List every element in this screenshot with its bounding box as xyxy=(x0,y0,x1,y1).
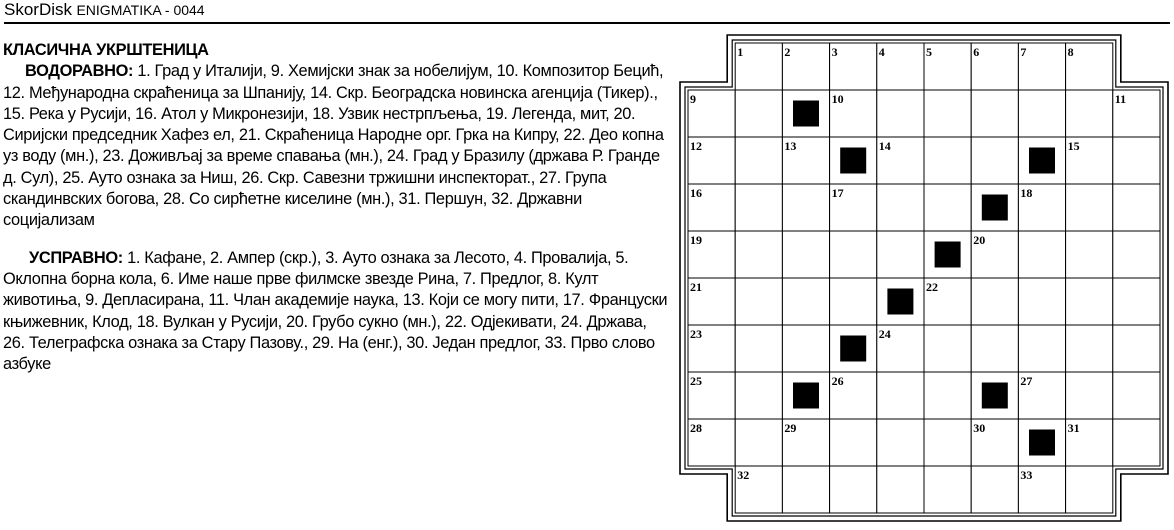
grid-cell[interactable] xyxy=(877,372,924,419)
black-square xyxy=(793,383,819,409)
clue-number: 32 xyxy=(737,468,750,482)
grid-cell[interactable] xyxy=(924,466,971,513)
grid-cell[interactable] xyxy=(971,90,1018,137)
clue-number: 1 xyxy=(737,45,744,59)
clue-number: 27 xyxy=(1020,374,1033,388)
grid-cell[interactable] xyxy=(782,278,829,325)
clue-number: 10 xyxy=(831,92,844,106)
grid-cell[interactable] xyxy=(924,137,971,184)
puzzle-title: КЛАСИЧНА УКРШТЕНИЦА xyxy=(3,41,209,59)
clue-number: 14 xyxy=(878,139,891,153)
grid-cell[interactable] xyxy=(1113,184,1160,231)
clue-number: 6 xyxy=(973,45,980,59)
grid-cell[interactable] xyxy=(1066,231,1113,278)
grid-cell[interactable] xyxy=(782,325,829,372)
clue-number: 16 xyxy=(690,186,702,200)
grid-cell[interactable] xyxy=(1113,231,1160,278)
grid-cell[interactable] xyxy=(1113,419,1160,466)
clue-number: 25 xyxy=(690,374,702,388)
grid-cell[interactable] xyxy=(1066,90,1113,137)
clue-number: 13 xyxy=(784,139,797,153)
grid-cell[interactable] xyxy=(735,231,782,278)
clue-number: 4 xyxy=(878,45,885,59)
grid-cell[interactable] xyxy=(1113,278,1160,325)
grid-cell[interactable] xyxy=(924,372,971,419)
grid-cell[interactable] xyxy=(971,137,1018,184)
clue-number: 22 xyxy=(926,280,938,294)
clue-number: 19 xyxy=(690,233,702,247)
clue-number: 28 xyxy=(690,421,702,435)
grid-cell[interactable] xyxy=(1018,278,1065,325)
clue-number: 26 xyxy=(831,374,844,388)
grid-cell[interactable] xyxy=(1018,325,1065,372)
black-square xyxy=(840,336,866,362)
clue-number: 2 xyxy=(784,45,791,59)
black-square xyxy=(887,289,913,315)
grid-cell[interactable] xyxy=(877,231,924,278)
grid-cell[interactable] xyxy=(735,419,782,466)
grid-cell[interactable] xyxy=(830,419,877,466)
grid-cell[interactable] xyxy=(1018,90,1065,137)
clue-number: 30 xyxy=(973,421,986,435)
grid-cell[interactable] xyxy=(830,278,877,325)
black-square xyxy=(1029,148,1055,174)
grid-cell[interactable] xyxy=(735,278,782,325)
across-clue-text: 1. Град у Италији, 9. Хемијски знак за нобелијум, 10. Композитор Бецић, 12. Међународна скраћеница за Шпанију, 14. Скр. Београдска новинска агенција (Тикер)., 15. Река у Русији, 16. Атол у Микронезији, 18. Узвик нестрпљења, 19. Легенда, мит, 20. Сиријски председник Хафез ел, 21. Скраћеница Народне орг. Грка на Кипру, 22. Део копна уз воду (мн.), 23. Доживљај за време спавања (мн.), 24. Град у Бразилу (држава Р. Гранде д. Сул), 25. Ауто ознака за Ниш, 26. Скр. Савезни тржишни инспекторат., 27. Група скандинвских богова, 28. Со сирћетне киселине (мн.), 31. Першун, 32. Државни социјализам xyxy=(3,62,664,230)
grid-cell[interactable] xyxy=(735,325,782,372)
clue-number: 24 xyxy=(878,327,891,341)
down-heading: УСПРАВНО: xyxy=(29,248,123,267)
grid-cell[interactable] xyxy=(924,90,971,137)
grid-cell[interactable] xyxy=(830,231,877,278)
grid-cell[interactable] xyxy=(782,466,829,513)
grid-cell[interactable] xyxy=(924,325,971,372)
grid-cell[interactable] xyxy=(1113,137,1160,184)
clue-number: 8 xyxy=(1067,45,1074,59)
clue-number: 11 xyxy=(1114,92,1127,106)
grid-cell[interactable] xyxy=(924,184,971,231)
grid-cell[interactable] xyxy=(1113,372,1160,419)
across-heading: ВОДОРАВНО: xyxy=(25,62,134,81)
clue-number: 3 xyxy=(831,45,838,59)
clue-number: 17 xyxy=(831,186,844,200)
grid-cell[interactable] xyxy=(1066,325,1113,372)
clue-number: 5 xyxy=(926,45,932,59)
grid-cell[interactable] xyxy=(877,90,924,137)
grid-cell[interactable] xyxy=(877,184,924,231)
grid-cell[interactable] xyxy=(1066,466,1113,513)
black-square xyxy=(1029,430,1055,456)
grid-cell[interactable] xyxy=(877,466,924,513)
black-square xyxy=(935,242,961,268)
clue-number: 33 xyxy=(1020,468,1033,482)
grid-cell[interactable] xyxy=(877,419,924,466)
clue-number: 15 xyxy=(1067,139,1080,153)
grid-cell[interactable] xyxy=(1066,278,1113,325)
clue-number: 29 xyxy=(784,421,797,435)
clue-number: 9 xyxy=(690,92,696,106)
clue-number: 7 xyxy=(1020,45,1027,59)
black-square xyxy=(793,101,819,127)
grid-cell[interactable] xyxy=(1066,184,1113,231)
grid-cell[interactable] xyxy=(1113,325,1160,372)
grid-cell[interactable] xyxy=(971,325,1018,372)
clue-number: 20 xyxy=(973,233,986,247)
grid-cell[interactable] xyxy=(735,90,782,137)
grid-cell[interactable] xyxy=(735,137,782,184)
black-square xyxy=(982,195,1008,221)
clue-number: 23 xyxy=(690,327,702,341)
grid-cell[interactable] xyxy=(735,184,782,231)
grid-cell[interactable] xyxy=(830,466,877,513)
grid-cell[interactable] xyxy=(971,278,1018,325)
series-label: ENIGMATIKA - 0044 xyxy=(76,2,205,18)
grid-cell[interactable] xyxy=(782,184,829,231)
grid-cell[interactable] xyxy=(924,419,971,466)
grid-cell[interactable] xyxy=(782,231,829,278)
clue-number: 21 xyxy=(690,280,702,294)
grid-cell[interactable] xyxy=(1018,231,1065,278)
down-clue-text: 1. Кафане, 2. Ампер (скр.), 3. Ауто ознака за Лесото, 4. Провалија, 5. Оклопна борна кола, 6. Име наше прве филмске звезде Рина, 7. Предлог, 8. Култ животиња, 9. Депласирана, 11. Члан академије наука, 13. Који се могу пити, 17. Француски књижевник, Клод, 18. Вулкан у Русији, 20. Грубо сукно (мн.), 22. Одјекивати, 24. Држава, 26. Телеграфска ознака за Стару Пазову., 29. На (енг.), 30. Један предлог, 33. Прво слово азбуке xyxy=(3,248,668,374)
clue-number: 31 xyxy=(1067,421,1080,435)
brand-name: SkorDisk xyxy=(4,0,73,19)
black-square xyxy=(840,148,866,174)
clue-number: 18 xyxy=(1020,186,1033,200)
clue-number: 12 xyxy=(690,139,702,153)
grid-cell[interactable] xyxy=(735,372,782,419)
grid-cell[interactable] xyxy=(971,466,1018,513)
black-square xyxy=(982,383,1008,409)
grid-cell[interactable] xyxy=(1066,372,1113,419)
